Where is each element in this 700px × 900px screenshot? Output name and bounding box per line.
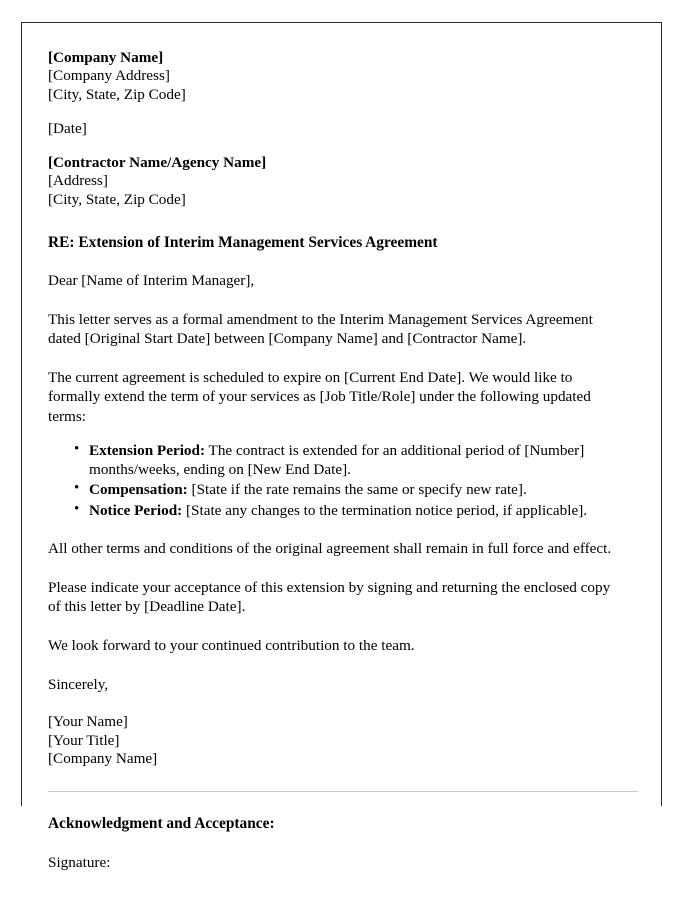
spacer — [48, 138, 625, 154]
subject-line: RE: Extension of Interim Management Services Agreement — [48, 234, 438, 252]
acknowledgment-signature-field: Signature: — [48, 854, 111, 872]
list-item — [89, 441, 625, 480]
body-paragraph-4: Please indicate your acceptance of this extension by signing and returning the enclosed copy of this letter by [Deadline Date]. — [48, 578, 611, 616]
spacer — [48, 104, 625, 120]
letter-page — [21, 22, 662, 872]
body-paragraph-5: We look forward to your continued contribution to the team. — [48, 637, 415, 655]
signer-company: [Company Name] — [48, 750, 158, 768]
body-paragraph-1: This letter serves as a formal amendment to the Interim Management Services Agreement dated [Original Start Date] between [Company Name] and [Contractor Name]. — [48, 310, 593, 348]
list-item — [89, 501, 625, 520]
sender-company-name: [Company Name] — [48, 49, 164, 66]
section-divider — [48, 791, 638, 792]
recipient-address-block — [48, 154, 625, 209]
salutation: Dear [Name of Interim Manager], — [48, 272, 255, 290]
sender-city-state-zip: [City, State, Zip Code] — [48, 85, 186, 103]
letter-body — [48, 49, 625, 872]
recipient-city-state-zip: [City, State, Zip Code] — [48, 190, 186, 208]
list-item — [89, 480, 625, 499]
signature-block — [48, 713, 625, 768]
signer-name: [Your Name] — [48, 713, 128, 731]
recipient-address: [Address] — [48, 172, 108, 190]
term-label: Extension Period: — [89, 441, 206, 459]
term-label: Compensation: — [89, 481, 188, 499]
sender-company-address: [Company Address] — [48, 67, 170, 85]
letter-date: [Date] — [48, 119, 87, 137]
term-text: [State if the rate remains the same or specify new rate]. — [187, 481, 527, 499]
term-text: [State any changes to the termination notice period, if applicable]. — [182, 501, 588, 519]
term-label: Notice Period: — [89, 501, 183, 519]
term-text: The contract is extended for an additional period of [Number] months/weeks, ending on [New End Date]. — [89, 441, 585, 479]
recipient-name: [Contractor Name/Agency Name] — [48, 154, 267, 172]
signer-title: [Your Title] — [48, 731, 120, 749]
body-paragraph-2: The current agreement is scheduled to expire on [Current End Date]. We would like to formally extend the term of your services as [Job Title/Role] under the following updated terms: — [48, 368, 591, 426]
terms-list — [48, 441, 625, 521]
acknowledgment-heading: Acknowledgment and Acceptance: — [48, 815, 275, 833]
sender-address-block — [48, 49, 625, 104]
closing-salutation: Sincerely, — [48, 675, 109, 693]
body-paragraph-3: All other terms and conditions of the original agreement shall remain in full force and effect. — [48, 540, 612, 558]
